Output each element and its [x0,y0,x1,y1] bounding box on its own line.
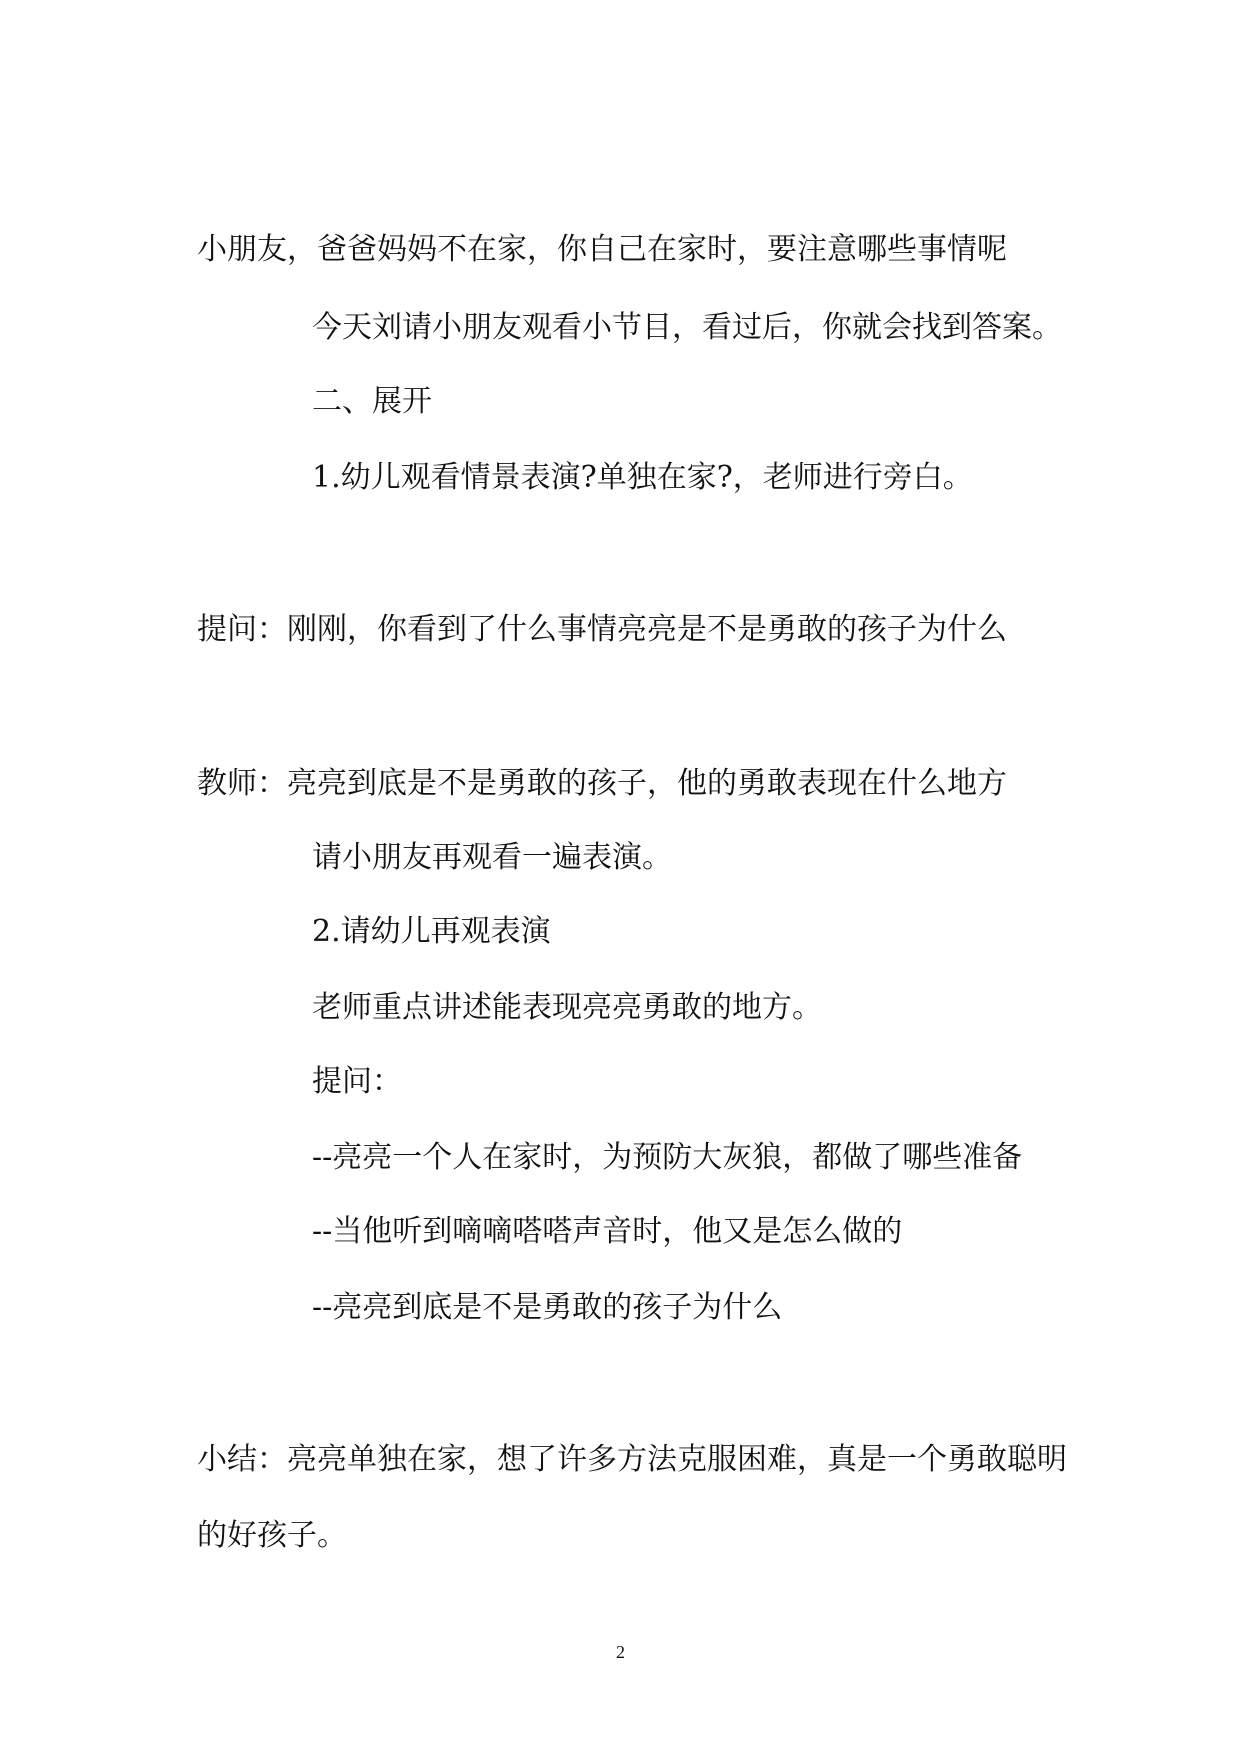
question-first: 提问：刚刚，你看到了什么事情亮亮是不是勇敢的孩子为什么 [197,612,1007,647]
section-heading-develop: 二、展开 [312,384,432,419]
question-item-2: --当他听到嘀嘀嗒嗒声音时，他又是怎么做的 [312,1214,903,1249]
paragraph-teacher-focus: 老师重点讲述能表现亮亮勇敢的地方。 [312,990,822,1025]
paragraph-intro-question: 小朋友，爸爸妈妈不在家，你自己在家时，要注意哪些事情呢 [197,232,1007,267]
summary-line-2: 的好孩子。 [197,1518,347,1553]
paragraph-rewatch: 请小朋友再观看一遍表演。 [312,840,672,875]
summary-line-1: 小结：亮亮单独在家，想了许多方法克服困难，真是一个勇敢聪明 [197,1442,1067,1477]
paragraph-watch-show: 今天刘请小朋友观看小节目，看过后，你就会找到答案。 [312,310,1062,345]
question-heading: 提问： [312,1064,402,1099]
step-two: 2.请幼儿再观表演 [312,914,551,949]
step-one: 1.幼儿观看情景表演?单独在家?，老师进行旁白。 [312,460,973,495]
teacher-remark: 教师：亮亮到底是不是勇敢的孩子，他的勇敢表现在什么地方 [197,766,1007,801]
question-item-3: --亮亮到底是不是勇敢的孩子为什么 [312,1290,783,1325]
page-number: 2 [616,1642,625,1662]
question-item-1: --亮亮一个人在家时，为预防大灰狼，都做了哪些准备 [312,1140,1023,1175]
